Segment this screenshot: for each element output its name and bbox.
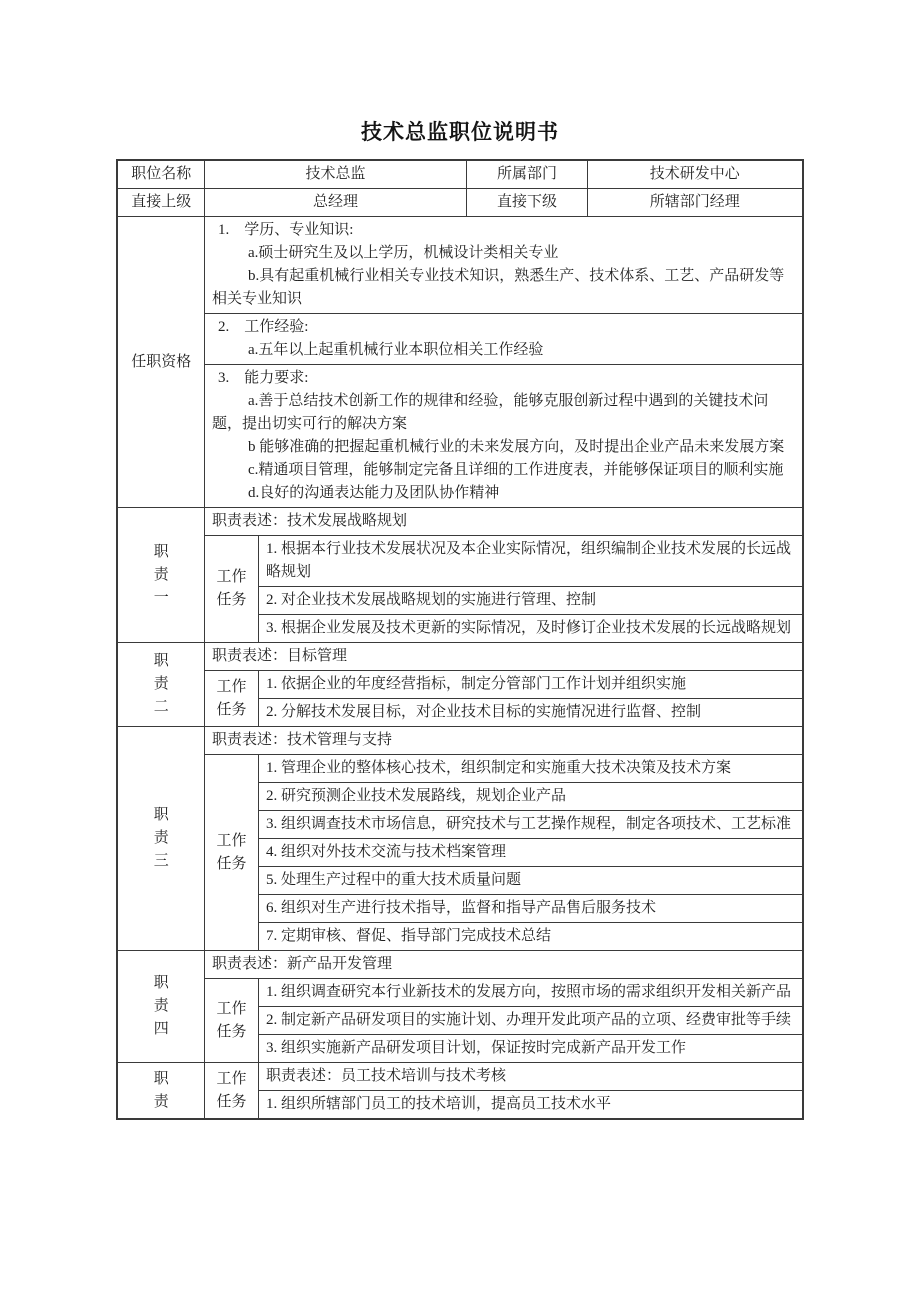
qualification-ability-item-d: d.良好的沟通表达能力及团队协作精神 [247, 485, 500, 501]
duty-1-desc: 职责表述：技术发展战略规划 [204, 508, 802, 536]
duty-3-task-1: 1. 管理企业的整体核心技术，组织制定和实施重大技术决策及技术方案 [258, 755, 802, 783]
duty-2-task-label: 工作 任务 [204, 671, 258, 727]
duty-4-task-2: 2. 制定新产品研发项目的实施计划、办理开发此项产品的立项、经费审批等手续 [258, 1007, 802, 1035]
qualification-education-item-a: a.硕士研究生及以上学历，机械设计类相关专业 [247, 245, 559, 261]
department-value: 技术研发中心 [588, 160, 803, 189]
supervisor-label: 直接上级 [117, 189, 204, 217]
duty-4-task-label: 工作 任务 [204, 979, 258, 1063]
duty-5-task-label: 工作 任务 [204, 1063, 258, 1120]
duty-4-task-3: 3. 组织实施新产品研发项目计划，保证按时完成新产品开发工作 [258, 1035, 802, 1063]
duty-3-desc-row [117, 727, 802, 755]
duty-2-task-row [117, 671, 802, 699]
position-name-value: 技术总监 [204, 160, 466, 189]
duty-3-task-6: 6. 组织对生产进行技术指导，监督和指导产品售后服务技术 [258, 895, 802, 923]
duty-3-task-label: 工作 任务 [204, 755, 258, 951]
qualification-experience-cell [204, 314, 802, 365]
duty-2-task-1: 1. 依据企业的年度经营指标，制定分管部门工作计划并组织实施 [258, 671, 802, 699]
document-title: 技术总监职位说明书 [361, 121, 559, 144]
duty-5-desc: 职责表述：员工技术培训与技术考核 [258, 1063, 802, 1091]
duty-3-task-2: 2. 研究预测企业技术发展路线，规划企业产品 [258, 783, 802, 811]
qualification-row-education [117, 217, 802, 314]
duty-4-task-1: 1. 组织调查研究本行业新技术的发展方向，按照市场的需求组织开发相关新产品 [258, 979, 802, 1007]
qualification-education-item-b: b.具有起重机械行业相关专业技术知识，熟悉生产、技术体系、工艺、产品研发等相关专业知识 [211, 268, 785, 307]
duty-1-task-row [117, 536, 802, 587]
qualification-experience-heading: 2. 工作经验: [217, 319, 309, 335]
position-name-label: 职位名称 [117, 160, 204, 189]
duty-3-task-7: 7. 定期审核、督促、指导部门完成技术总结 [258, 923, 802, 951]
duty-1-desc-row [117, 508, 802, 536]
subordinate-value: 所辖部门经理 [588, 189, 803, 217]
duty-2-label: 职 责 二 [117, 643, 204, 727]
duty-2-desc-row [117, 643, 802, 671]
qualification-education-heading: 1. 学历、专业知识: [217, 222, 354, 238]
duty-1-task-label: 工作 任务 [204, 536, 258, 643]
qualifications-label: 任职资格 [117, 217, 204, 508]
duty-3-task-5: 5. 处理生产过程中的重大技术质量问题 [258, 867, 802, 895]
department-label: 所属部门 [467, 160, 588, 189]
qualification-ability-cell [204, 365, 802, 508]
qualification-row-ability [117, 365, 802, 508]
qualification-education-cell [204, 217, 802, 314]
duty-1-label: 职 责 一 [117, 508, 204, 643]
supervisor-value: 总经理 [204, 189, 466, 217]
duty-3-task-row [117, 755, 802, 783]
qualification-experience-item-a: a.五年以上起重机械行业本职位相关工作经验 [247, 342, 544, 358]
qualification-ability-item-b: b 能够准确的把握起重机械行业的未来发展方向，及时提出企业产品未来发展方案 [247, 439, 785, 455]
duty-3-label: 职 责 三 [117, 727, 204, 951]
duty-1-task-3: 3. 根据企业发展及技术更新的实际情况，及时修订企业技术发展的长远战略规划 [258, 615, 802, 643]
qualification-ability-item-a: a.善于总结技术创新工作的规律和经验，能够克服创新过程中遇到的关键技术问题，提出切实可行的解决方案 [211, 393, 769, 432]
qualification-ability-heading: 3. 能力要求: [217, 370, 309, 386]
duty-4-desc-row [117, 951, 802, 979]
duty-5-label: 职 责 [117, 1063, 204, 1120]
duty-1-task-1: 1. 根据本行业技术发展状况及本企业实际情况，组织编制企业技术发展的长远战略规划 [258, 536, 802, 587]
duty-2-desc: 职责表述：目标管理 [204, 643, 802, 671]
duty-3-desc: 职责表述：技术管理与支持 [204, 727, 802, 755]
info-row-position [117, 160, 802, 189]
duty-4-task-row [117, 979, 802, 1007]
qualification-row-experience [117, 314, 802, 365]
qualification-ability-item-c: c.精通项目管理，能够制定完备且详细的工作进度表，并能够保证项目的顺利实施 [247, 462, 784, 478]
info-row-reporting [117, 189, 802, 217]
job-description-table [116, 159, 803, 1120]
subordinate-label: 直接下级 [467, 189, 588, 217]
duty-4-label: 职 责 四 [117, 951, 204, 1063]
duty-3-task-3: 3. 组织调查技术市场信息，研究技术与工艺操作规程，制定各项技术、工艺标准 [258, 811, 802, 839]
duty-3-task-4: 4. 组织对外技术交流与技术档案管理 [258, 839, 802, 867]
duty-5-desc-row [117, 1063, 802, 1091]
duty-4-desc: 职责表述：新产品开发管理 [204, 951, 802, 979]
duty-2-task-2: 2. 分解技术发展目标，对企业技术目标的实施情况进行监督、控制 [258, 699, 802, 727]
duty-1-task-2: 2. 对企业技术发展战略规划的实施进行管理、控制 [258, 587, 802, 615]
duty-5-task-1: 1. 组织所辖部门员工的技术培训，提高员工技术水平 [258, 1091, 802, 1120]
